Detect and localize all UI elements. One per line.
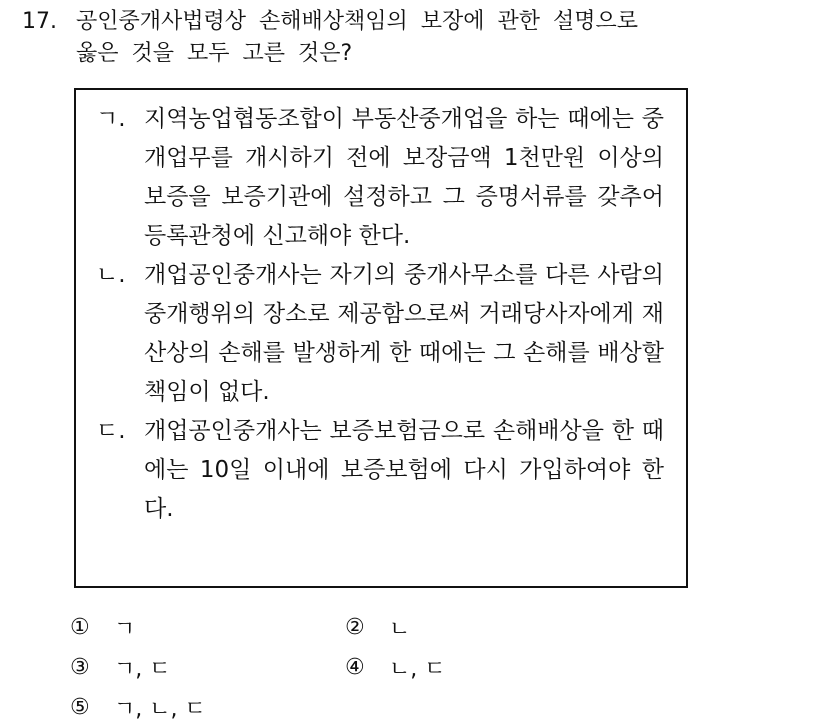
statement-label: ㄷ. [96,418,126,444]
choice-3[interactable] [70,652,345,683]
choice-5[interactable] [70,692,345,723]
choice-number: ④ [345,654,365,680]
choice-text: ㄴ [389,616,411,642]
choice-2[interactable] [345,612,620,643]
question-second-line [22,38,812,70]
question-number: 17. [22,9,57,34]
statement-text: 개업공인중개사는 자기의 중개사무소를 다른 사람의 중개행위의 장소로 제공함으로써 거래당사자에게 재산상의 손해를 발생하게 한 때에는 그 손해를 배상할 책임이 없다. [144,262,664,405]
choice-1[interactable] [70,612,345,643]
question [22,6,812,70]
choice-text: ㄴ, ㄷ [389,656,446,682]
choice-row [70,647,690,687]
question-stem-line-1: 공인중개사법령상 손해배상책임의 보장에 관한 설명으로 [76,9,639,34]
choice-row [70,687,690,727]
statement-text: 지역농업협동조합이 부동산중개업을 하는 때에는 중개업무를 개시하기 전에 보장금액 1천만원 이상의 보증을 보증기관에 설정하고 그 증명서류를 갖추어 등록관청에 신고해야 한다. [144,106,664,249]
choice-row [70,607,690,647]
statement-item-b [76,256,686,412]
question-stem-line-2: 옳은 것을 모두 고른 것은? [76,41,353,66]
answer-choices [70,607,690,727]
choice-number: ② [345,614,365,640]
choice-number: ⑤ [70,694,90,720]
choice-4[interactable] [345,652,620,683]
statement-label: ㄴ. [96,262,126,288]
choice-number: ③ [70,654,90,680]
statement-item-c [76,412,686,529]
choice-text: ㄱ [114,616,136,642]
question-indent [22,38,76,70]
statement-label: ㄱ. [96,106,126,132]
statement-text: 개업공인중개사는 보증보험금으로 손해배상을 한 때에는 10일 이내에 보증보험에 다시 가입하여야 한다. [144,418,664,522]
choice-text: ㄱ, ㄷ [114,656,171,682]
question-first-line [22,6,812,38]
choice-text: ㄱ, ㄴ, ㄷ [114,696,206,722]
choice-number: ① [70,614,90,640]
statement-box [74,88,688,588]
statement-item-a [76,100,686,256]
